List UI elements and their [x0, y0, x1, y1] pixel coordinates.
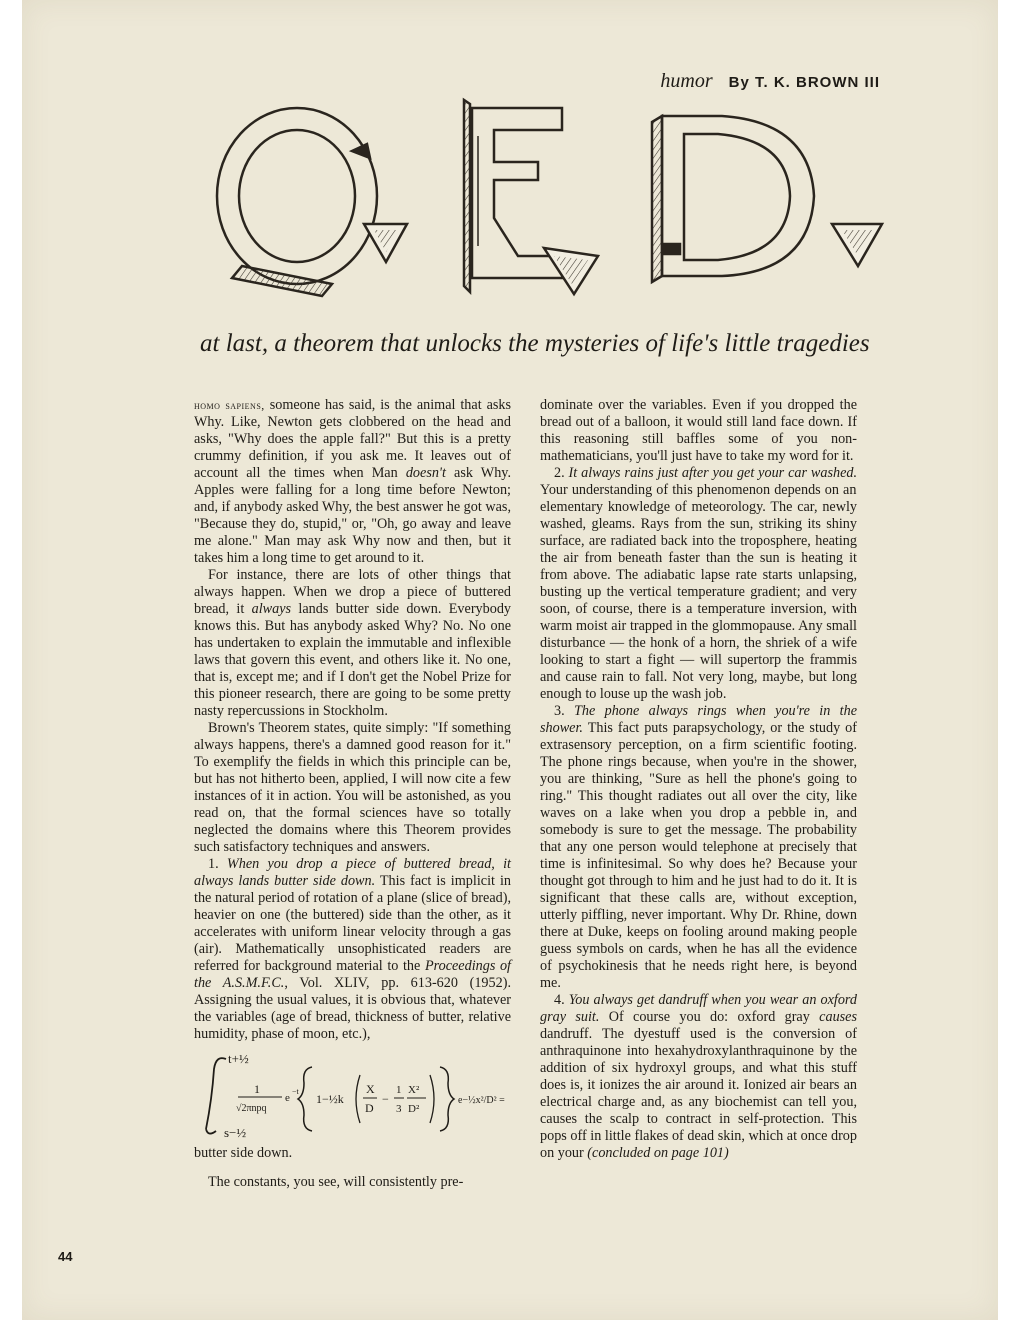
integral-formula [194, 1049, 511, 1141]
item-number: 2. [554, 465, 569, 481]
integral-sign [206, 1058, 226, 1133]
third-numerator: 1 [396, 1084, 402, 1096]
fraction-denominator: √2πnpq [236, 1103, 267, 1114]
magazine-page [22, 0, 998, 1320]
integral-upper: t+½ [228, 1051, 249, 1066]
text-run: , Vol. XLIV, pp. 613-620 (1952). Assigning the usual values, it is obvious that, whatever the variables (age of bread, thickness of butter, relative humidity, phase of moon, etc.), [194, 975, 511, 1042]
item-number: 3. [554, 703, 574, 719]
bracket-term: 1−½k [316, 1092, 344, 1106]
emphasis: causes [819, 1009, 857, 1025]
text-run: For instance, there are lots of other things that always happen. When we drop a piece of buttered bread, it [194, 567, 511, 617]
item-number: 1. [208, 856, 227, 872]
letter-q-art [217, 108, 377, 296]
paragraph [194, 567, 511, 720]
paragraph [194, 856, 511, 1043]
x-numerator: X [366, 1082, 375, 1096]
text-run: Of course you do: oxford gray [599, 1009, 820, 1025]
text-run: This fact is implicit in the natural period of rotation of a plane (slice of bread), heavier on one (the buttered) side than the other, as it accelerates with uniform linear velocity through a gas (air). Mathematically unsophisticated readers are referred for background material to the [194, 873, 511, 974]
integral-lower: s−½ [224, 1125, 247, 1140]
third-denominator: 3 [396, 1103, 402, 1115]
d-denominator: D [365, 1101, 374, 1115]
exponent-term: e [285, 1092, 290, 1104]
column-right [540, 397, 857, 1162]
minus-sign: − [382, 1092, 389, 1106]
paragraph [540, 992, 857, 1162]
paragraph [540, 703, 857, 992]
emphasis: You always get dandruff when you wear an oxford gray suit. [540, 992, 858, 1025]
emphasis: always [251, 601, 292, 617]
text-run: Your understanding of this phenomenon depends on an elementary knowledge of meteorology. The car, newly washed, gleams. Rays from the sun, striking its shiny surface, are radiated back into the troposphere, heating the air from beneath faster than the sun is heating it from above. The adiabatic lapse rate starts unlapsing, busting up the vertical temperature gradient; and very soon, of course, there is a temperature inversion, with warm moist air trapped in the glommopause. Any small disturbance — the honk of a horn, the shriek of a wife looking to start a fight — will supertorp the frammis and cause rain to fall. Not very long, maybe, but long enough to louse up the wash job. [540, 482, 857, 702]
fraction-numerator: 1 [254, 1082, 260, 1096]
x-squared: X² [408, 1084, 420, 1096]
opening-smallcaps: homo sapiens, [194, 398, 265, 412]
text-run: someone has said, is the animal that asks Why. Like, Newton gets clobbered on the head and asks, "Why does the apple fall?" But this is a pretty crummy definition, if you ask me. It leaves out of account all the times when Man [194, 397, 511, 481]
text-run: This fact puts parapsychology, or the study of extrasensory perception, on a firm scientific footing. The phone rings because, when you're in the shower, you are thinking, "Sure as hell the phone's going to ring." This thought radiates out all over the city, like waves on a lake when you drop a pebble in, and somebody is sure to get the message. The probability that any one person would telephone at precisely that time is infinitesimal. So why does he? Because your thought got through to him and he just had to do it. It is significant that these calls are, without exception, utterly piffling, never important. Why Dr. Rhine, down there at Duke, keeps on fooling around making people guess symbols on cards, when he has all the evidence of psychokinesis that he needs right here, is beyond me. [540, 720, 857, 991]
paragraph: The constants, you see, will consistently pre- [208, 1174, 464, 1190]
title-art-qed [202, 96, 902, 306]
paragraph [540, 465, 857, 703]
emphasis: doesn't [405, 465, 446, 481]
paragraph [194, 397, 511, 567]
text-run: ask Why. Apples were falling for a long time before Newton; and, if anybody asked Why, the best answer he got was, "Because they do, stupid," or, "Oh, go away and leave me alone." Man may ask Why now and then, but it takes him a long time to get around to it. [194, 465, 512, 566]
emphasis: It always rains just after you get your car washed. [568, 465, 858, 481]
paragraph: butter side down. [194, 1145, 293, 1161]
emphasis: The phone always rings when you're in the shower. [540, 703, 857, 736]
byline [660, 70, 880, 93]
emphasis: Proceedings of the A.S.M.F.C. [194, 958, 511, 991]
item-number: 4. [554, 992, 569, 1008]
paragraph: Brown's Theorem states, quite simply: "If something always happens, there's a damned good reason for it." To exemplify the fields in which this principle can be, but has not hitherto been, applied, I will now cite a few instances of it in action. You will be astonished, as you read on, that the formal sciences have so totally neglected the domains where this Theorem provides such satisfactory techniques and answers. [194, 720, 511, 855]
author-credit: By T. K. BROWN III [728, 74, 880, 91]
letter-d-art [652, 116, 814, 282]
column-left [194, 397, 511, 1191]
formula-tail: e−½x²/D² = [458, 1095, 505, 1106]
page-number: 44 [58, 1249, 73, 1264]
section-kicker: humor [660, 70, 713, 92]
exponent-power: −t [292, 1087, 299, 1096]
text-run: lands butter side down. Everybody knows this. But has anybody asked Why? No. No one has undertaken to explain the immutable and inflexible laws that govern this event, and others like it. No one, that is, except me; and if I don't get the Nobel Prize for this pioneer research, there are going to be some pretty nasty repercussions in Stockholm. [194, 601, 512, 719]
article-subtitle: at last, a theorem that unlocks the mysteries of life's little tragedies [200, 330, 870, 357]
emphasis: When you drop a piece of buttered bread, it always lands butter side down. [194, 856, 511, 889]
paragraph: dominate over the variables. Even if you dropped the bread out of a balloon, it would still land face down. If this reasoning still baffles some of you non-mathematicians, you'll just have to take my word for it. [540, 397, 857, 464]
text-run: dandruff. The dyestuff used is the conversion of anthraquinone into hexahydroxylanthraquinone by the addition of six hydroxyl groups, and what this stuff does is, it ionizes the air around it. Ionized air bears an electrical charge and, as any biochemist can tell you, causes the scalp to contract in self-protection. This pops off in little flakes of dead skin, which at once drop on your [540, 1026, 857, 1161]
d-squared: D² [408, 1103, 420, 1115]
continued-link[interactable]: (concluded on page 101) [587, 1145, 729, 1161]
